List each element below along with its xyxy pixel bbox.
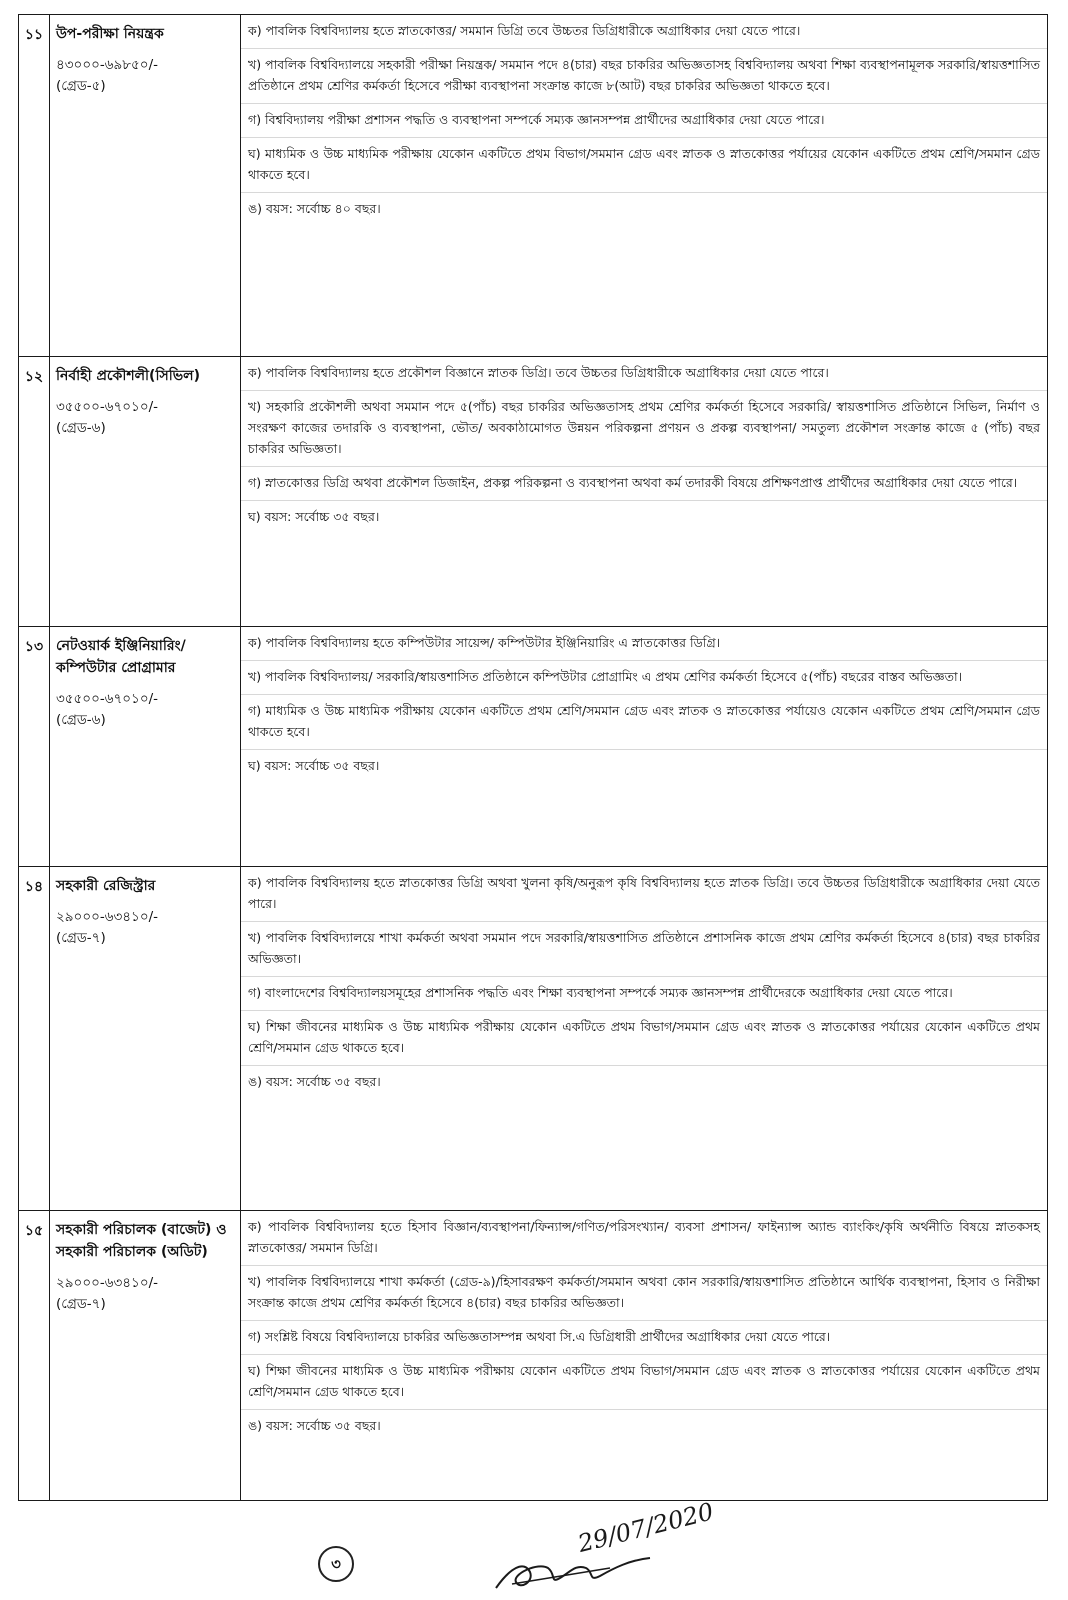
post-cell <box>50 1211 241 1501</box>
requirement-item: ক) পাবলিক বিশ্ববিদ্যালয় হতে প্রকৌশল বিজ্ঞানে স্নাতক ডিগ্রি। তবে উচ্চতর ডিগ্রিধারীকে অগ্রাধিকার দেয়া যেতে পারে। <box>241 357 1047 391</box>
requirement-item: খ) পাবলিক বিশ্ববিদ্যালয়ে শাখা কর্মকর্তা অথবা সমমান পদে সরকারি/স্বায়ত্তশাসিত প্রতিষ্ঠানে প্রশাসনিক কাজে প্রথম শ্রেণির কর্মকর্তা হিসেবে ৪(চার) বছর চাকরির অভিজ্ঞতা। <box>241 922 1047 977</box>
post-title: নেটওয়ার্ক ইঞ্জিনিয়ারিং/ কম্পিউটার প্রোগ্রামার <box>56 638 186 676</box>
table-row <box>19 15 1048 357</box>
requirement-item: গ) সংশ্লিষ্ট বিষয়ে বিশ্ববিদ্যালয়ে চাকরির অভিজ্ঞতাসম্পন্ন অথবা সি.এ ডিগ্রিধারী প্রার্থীদের অগ্রাধিকার দেয়া যেতে পারে। <box>241 1321 1047 1355</box>
pay-scale: ৩৫৫০০-৬৭০১০/- <box>56 691 159 707</box>
post-title: সহকারী রেজিস্ট্রার <box>56 878 156 894</box>
pay-grade: (গ্রেড-৫) <box>56 78 106 94</box>
requirement-item: ঘ) মাধ্যমিক ও উচ্চ মাধ্যমিক পরীক্ষায় যেকোন একটিতে প্রথম বিভাগ/সমমান গ্রেড এবং স্নাতক ও স্নাতকোত্তর পর্যায়ের যেকোন একটিতে প্রথম শ্রেণি/সমমান গ্রেড থাকতে হবে। <box>241 138 1047 193</box>
serial-number: ১৫ <box>19 1211 50 1501</box>
pay-grade: (গ্রেড-৬) <box>56 712 106 728</box>
requirement-item: খ) সহকারি প্রকৌশলী অথবা সমমান পদে ৫(পাঁচ) বছর চাকরির অভিজ্ঞতাসহ প্রথম শ্রেণির কর্মকর্তা হিসেবে সরকারি/ স্বায়ত্তশাসিত প্রতিষ্ঠানে সিভিল, নির্মাণ ও সংরক্ষণ কাজের তদারকি ও ব্যবস্থাপনা, ভৌত/ অবকাঠামোগত উন্নয়ন পরিকল্পনা প্রণয়ন ও প্রকল্প ব্যবস্থাপনা/ সমতুল্য প্রকৌশল সংক্রান্ত কাজে ৫ (পাঁচ) বছর চাকরির অভিজ্ঞতা। <box>241 391 1047 467</box>
requirements-cell <box>241 15 1048 357</box>
table-row <box>19 867 1048 1211</box>
post-title: উপ-পরীক্ষা নিয়ন্ত্রক <box>56 26 164 42</box>
requirement-item: গ) বাংলাদেশের বিশ্ববিদ্যালয়সমূহের প্রশাসনিক পদ্ধতি এবং শিক্ষা ব্যবস্থাপনা সম্পর্কে সম্যক জ্ঞানসম্পন্ন প্রার্থীদেরকে অগ্রাধিকার দেয়া যেতে পারে। <box>241 977 1047 1011</box>
pay-scale: ২৯০০০-৬৩৪১০/- <box>56 909 159 925</box>
post-cell <box>50 867 241 1211</box>
requirement-item: ক) পাবলিক বিশ্ববিদ্যালয় হতে স্নাতকোত্তর/ সমমান ডিগ্রি তবে উচ্চতর ডিগ্রিধারীকে অগ্রাধিকার দেয়া যেতে পারে। <box>241 15 1047 49</box>
requirements-cell <box>241 1211 1048 1501</box>
requirement-item: ঘ) শিক্ষা জীবনের মাধ্যমিক ও উচ্চ মাধ্যমিক পরীক্ষায় যেকোন একটিতে প্রথম বিভাগ/সমমান গ্রেড এবং স্নাতক ও স্নাতকোত্তর পর্যায়ের যেকোন একটিতে প্রথম শ্রেণি/সমমান গ্রেড থাকতে হবে। <box>241 1355 1047 1410</box>
table-row <box>19 1211 1048 1501</box>
handwritten-signature <box>490 1538 780 1594</box>
pay-grade: (গ্রেড-৬) <box>56 420 106 436</box>
requirement-item: ঘ) শিক্ষা জীবনের মাধ্যমিক ও উচ্চ মাধ্যমিক পরীক্ষায় যেকোন একটিতে প্রথম বিভাগ/সমমান গ্রেড এবং স্নাতক ও স্নাতকোত্তর পর্যায়ের যেকোন একটিতে প্রথম শ্রেণি/সমমান গ্রেড থাকতে হবে। <box>241 1011 1047 1066</box>
requirements-cell <box>241 627 1048 867</box>
requirement-item: ঘ) বয়স: সর্বোচ্চ ৩৫ বছর। <box>248 509 380 524</box>
serial-number: ১৪ <box>19 867 50 1211</box>
table-row <box>19 627 1048 867</box>
requirement-item: ঙ) বয়স: সর্বোচ্চ ৪০ বছর। <box>248 201 381 216</box>
signature-date: 29/07/2020 <box>575 1497 717 1558</box>
requirement-item: খ) পাবলিক বিশ্ববিদ্যালয়ে শাখা কর্মকর্তা (গ্রেড-৯)/হিসাবরক্ষণ কর্মকর্তা/সমমান অথবা কোন সরকারি/স্বায়ত্তশাসিত প্রতিষ্ঠানে আর্থিক ব্যবস্থাপনা, হিসাব ও নিরীক্ষা সংক্রান্ত কাজে প্রথম শ্রেণির কর্মকর্তা হিসেবে ৪(চার) বছর চাকরির অভিজ্ঞতা। <box>241 1266 1047 1321</box>
post-title: সহকারী পরিচালক (বাজেট) ও সহকারী পরিচালক (অডিট) <box>56 1222 227 1260</box>
requirement-item: ক) পাবলিক বিশ্ববিদ্যালয় হতে কম্পিউটার সায়েন্স/ কম্পিউটার ইঞ্জিনিয়ারিং এ স্নাতকোত্তর ডিগ্রি। <box>241 627 1047 661</box>
requirement-item: ক) পাবলিক বিশ্ববিদ্যালয় হতে স্নাতকোত্তর ডিগ্রি অথবা খুলনা কৃষি/অনুরূপ কৃষি বিশ্ববিদ্যালয় হতে স্নাতক ডিগ্রি। তবে উচ্চতর ডিগ্রিধারীকে অগ্রাধিকার দেয়া যেতে পারে। <box>241 867 1047 922</box>
requirements-cell <box>241 867 1048 1211</box>
pay-grade: (গ্রেড-৭) <box>56 1296 106 1312</box>
requirement-item: ঙ) বয়স: সর্বোচ্চ ৩৫ বছর। <box>248 1074 381 1089</box>
serial-number: ১১ <box>19 15 50 357</box>
pay-scale: ২৯০০০-৬৩৪১০/- <box>56 1275 159 1291</box>
pay-scale: ৩৫৫০০-৬৭০১০/- <box>56 399 159 415</box>
post-cell <box>50 627 241 867</box>
requirement-item: খ) পাবলিক বিশ্ববিদ্যালয়ে সহকারী পরীক্ষা নিয়ন্ত্রক/ সমমান পদে ৪(চার) বছর চাকরির অভিজ্ঞতাসহ বিশ্ববিদ্যালয় অথবা শিক্ষা ব্যবস্থাপনামূলক সরকারি/স্বায়ত্তশাসিত প্রতিষ্ঠানে প্রথম শ্রেণির কর্মকর্তা হিসেবে পরীক্ষা ব্যবস্থাপনা সংক্রান্ত কাজে ৮(আট) বছর চাকরির অভিজ্ঞতা থাকতে হবে। <box>241 49 1047 104</box>
requirement-item: ঙ) বয়স: সর্বোচ্চ ৩৫ বছর। <box>248 1418 381 1433</box>
requirement-item: ক) পাবলিক বিশ্ববিদ্যালয় হতে হিসাব বিজ্ঞান/ব্যবস্থাপনা/ফিন্যান্স/গণিত/পরিসংখ্যান/ ব্যবসা প্রশাসন/ ফাইন্যান্স অ্যান্ড ব্যাংকিং/কৃষি অর্থনীতি বিষয়ে স্নাতকসহ স্নাতকোত্তর/ সমমান ডিগ্রি। <box>241 1211 1047 1266</box>
job-requirements-table <box>18 14 1048 1501</box>
requirements-cell <box>241 357 1048 627</box>
requirement-item: গ) বিশ্ববিদ্যালয় পরীক্ষা প্রশাসন পদ্ধতি ও ব্যবস্থাপনা সম্পর্কে সম্যক জ্ঞানসম্পন্ন প্রার্থীদের অগ্রাধিকার দেয়া যেতে পারে। <box>241 104 1047 138</box>
document-page <box>18 14 1050 1501</box>
table-row <box>19 357 1048 627</box>
requirement-item: গ) মাধ্যমিক ও উচ্চ মাধ্যমিক পরীক্ষায় যেকোন একটিতে প্রথম শ্রেণি/সমমান গ্রেড এবং স্নাতক ও স্নাতকোত্তর পর্যায়েও যেকোন একটিতে প্রথম শ্রেণি/সমমান গ্রেড থাকতে হবে। <box>241 695 1047 750</box>
requirement-item: খ) পাবলিক বিশ্ববিদ্যালয়/ সরকারি/স্বায়ত্তশাসিত প্রতিষ্ঠানে কম্পিউটার প্রোগ্রামিং এ প্রথম শ্রেণির কর্মকর্তা হিসেবে ৫(পাঁচ) বছরের বাস্তব অভিজ্ঞতা। <box>241 661 1047 695</box>
post-cell <box>50 15 241 357</box>
page-number: ৩ <box>318 1546 354 1582</box>
serial-number: ১৩ <box>19 627 50 867</box>
serial-number: ১২ <box>19 357 50 627</box>
pay-scale: ৪৩০০০-৬৯৮৫০/- <box>56 57 158 73</box>
post-cell <box>50 357 241 627</box>
pay-grade: (গ্রেড-৭) <box>56 930 106 946</box>
requirement-item: গ) স্নাতকোত্তর ডিগ্রি অথবা প্রকৌশল ডিজাইন, প্রকল্প পরিকল্পনা ও ব্যবস্থাপনা অথবা কর্ম তদারকী বিষয়ে প্রশিক্ষণপ্রাপ্ত প্রার্থীদের অগ্রাধিকার দেয়া যেতে পারে। <box>241 467 1047 501</box>
page-footer <box>0 1497 1068 1598</box>
post-title: নির্বাহী প্রকৌশলী(সিভিল) <box>56 368 200 384</box>
requirement-item: ঘ) বয়স: সর্বোচ্চ ৩৫ বছর। <box>248 758 380 773</box>
